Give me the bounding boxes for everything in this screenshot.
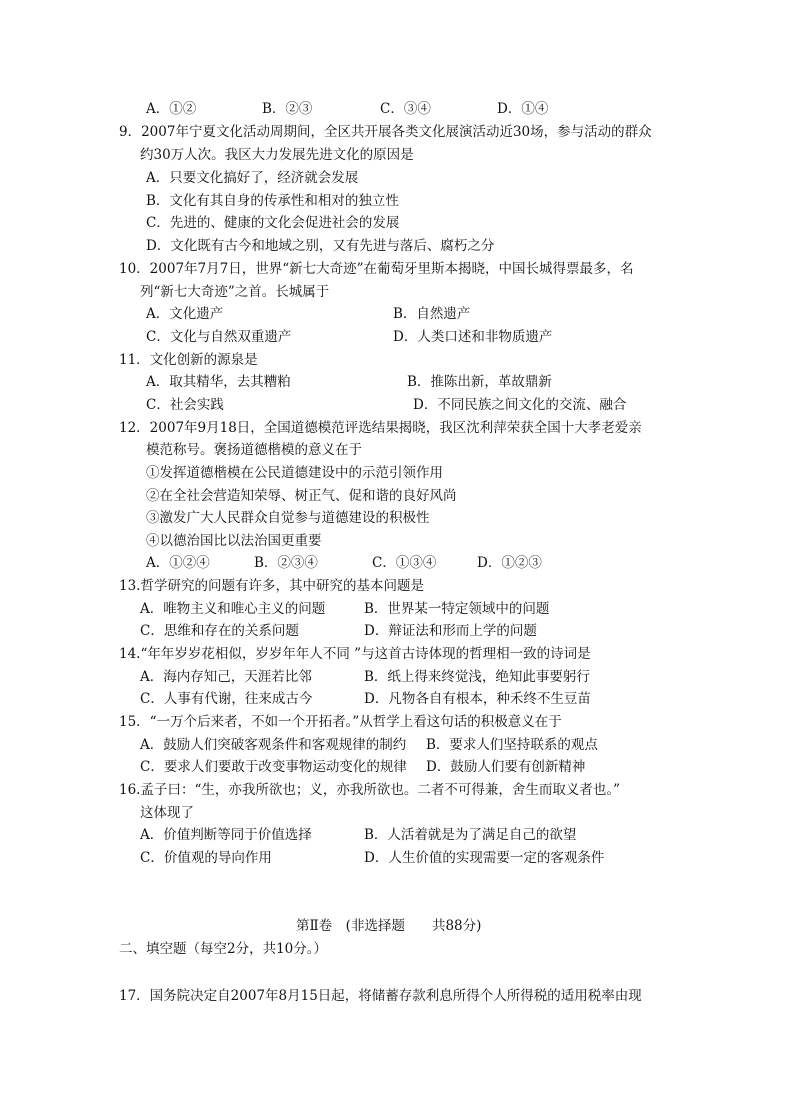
q9-option-c: C．先进的、健康的文化会促进社会的发展 — [146, 215, 400, 231]
q14-option-c: C．人事有代谢，往来成古今 — [140, 691, 313, 707]
q11-option-a: A．取其精华，去其糟粕 — [146, 374, 291, 390]
q15-stem-line1: 15．“一万个后来者，不如一个开拓者。”从哲学上看这句话的积极意义在于 — [119, 714, 562, 730]
q9-option-a: A．只要文化搞好了，经济就会发展 — [146, 170, 359, 186]
q17-stem-line1: 17．国务院决定自2007年8月15日起，将储蓄存款利息所得个人所得税的适用税率由现 — [119, 988, 642, 1004]
q15-option-a: A．鼓励人们突破客观条件和客观规律的制约 — [140, 737, 407, 753]
q16-option-a: A．价值判断等同于价值选择 — [140, 827, 312, 843]
q12-stem-line2: 模范称号。褒扬道德楷模的意义在于 — [146, 442, 362, 458]
q16-option-b: B．人活着就是为了满足自己的欲望 — [364, 827, 577, 843]
q10-option-d: D．人类口述和非物质遗产 — [393, 329, 553, 345]
q11-stem-line1: 11．文化创新的源泉是 — [119, 352, 258, 368]
q12-item-4: ④以德治国比以法治国更重要 — [146, 533, 322, 549]
q14-stem-line1: 14.“年年岁岁花相似，岁岁年年人不同 ”与这首古诗体现的哲理相一致的诗词是 — [119, 646, 591, 662]
q13-option-a: A．唯物主义和唯心主义的问题 — [140, 601, 326, 617]
q14-option-a: A．海内存知己，天涯若比邻 — [140, 669, 312, 685]
q14-option-b: B．纸上得来终觉浅，绝知此事要躬行 — [364, 669, 590, 685]
q13-option-b: B．世界某一特定领域中的问题 — [364, 601, 550, 617]
q11-option-d: D．不同民族之间文化的交流、融合 — [413, 397, 627, 413]
q12-option-b: B．②③④ — [254, 555, 318, 571]
q13-option-c: C．思维和存在的关系问题 — [140, 623, 299, 639]
q10-stem-line2: 列“新七大奇迹”之首。长城属于 — [140, 284, 330, 300]
q12-option-c: C．①③④ — [372, 555, 437, 571]
q16-stem-line2: 这体现了 — [140, 805, 194, 821]
q10-stem-line1: 10．2007年7月7日，世界“新七大奇迹”在葡萄牙里斯本揭晓，中国长城得票最多，名 — [119, 261, 634, 277]
q12-item-2: ②在全社会营造知荣辱、树正气、促和谐的良好风尚 — [146, 488, 457, 504]
q15-option-c: C．要求人们要敢于改变事物运动变化的规律 — [140, 759, 407, 775]
q10-option-a: A．文化遗产 — [146, 306, 224, 322]
q9-option-d: D．文化既有古今和地域之别，又有先进与落后、腐朽之分 — [146, 238, 495, 254]
q13-stem-line1: 13.哲学研究的问题有许多，其中研究的基本问题是 — [119, 578, 424, 594]
section2-title: 二、填空题（每空2分，共10分。） — [119, 941, 328, 957]
q11-option-b: B．推陈出新，革故鼎新 — [407, 374, 552, 390]
q13-option-d: D．辩证法和形而上学的问题 — [364, 623, 537, 639]
q8-option-d: D．①④ — [497, 101, 549, 117]
q8-option-a: A．①② — [146, 101, 197, 117]
q16-option-c: C．价值观的导向作用 — [140, 850, 272, 866]
q16-option-d: D．人生价值的实现需要一定的客观条件 — [364, 850, 605, 866]
q12-option-d: D．①②③ — [477, 555, 542, 571]
q12-item-1: ①发挥道德楷模在公民道德建设中的示范引领作用 — [146, 465, 443, 481]
q12-option-a: A．①②④ — [146, 555, 210, 571]
q10-option-c: C．文化与自然双重遗产 — [146, 329, 292, 345]
q10-option-b: B．自然遗产 — [393, 306, 471, 322]
q9-stem-line2: 约30万人次。我区大力发展先进文化的原因是 — [140, 147, 414, 163]
q11-option-c: C．社会实践 — [146, 397, 224, 413]
q8-option-b: B．②③ — [262, 101, 313, 117]
part2-title: 第Ⅱ卷 (非选择题 共88分) — [296, 918, 482, 934]
q15-option-d: D．鼓励人们要有创新精神 — [426, 759, 586, 775]
q9-option-b: B．文化有其自身的传承性和相对的独立性 — [146, 193, 399, 209]
q9-stem-line1: 9．2007年宁夏文化活动周期间，全区共开展各类文化展演活动近30场，参与活动的群众 — [119, 124, 652, 140]
q12-stem-line1: 12．2007年9月18日，全国道德模范评选结果揭晓，我区沈利萍荣获全国十大孝老爱亲 — [119, 420, 642, 436]
q16-stem-line1: 16.孟子曰：“生，亦我所欲也；义，亦我所欲也。二者不可得兼，舍生而取义者也。” — [119, 782, 621, 798]
q15-option-b: B．要求人们坚持联系的观点 — [426, 737, 598, 753]
q12-item-3: ③激发广大人民群众自觉参与道德建设的积极性 — [146, 510, 430, 526]
q14-option-d: D．凡物各自有根本，种禾终不生豆苗 — [364, 691, 591, 707]
q8-option-c: C．③④ — [380, 101, 431, 117]
